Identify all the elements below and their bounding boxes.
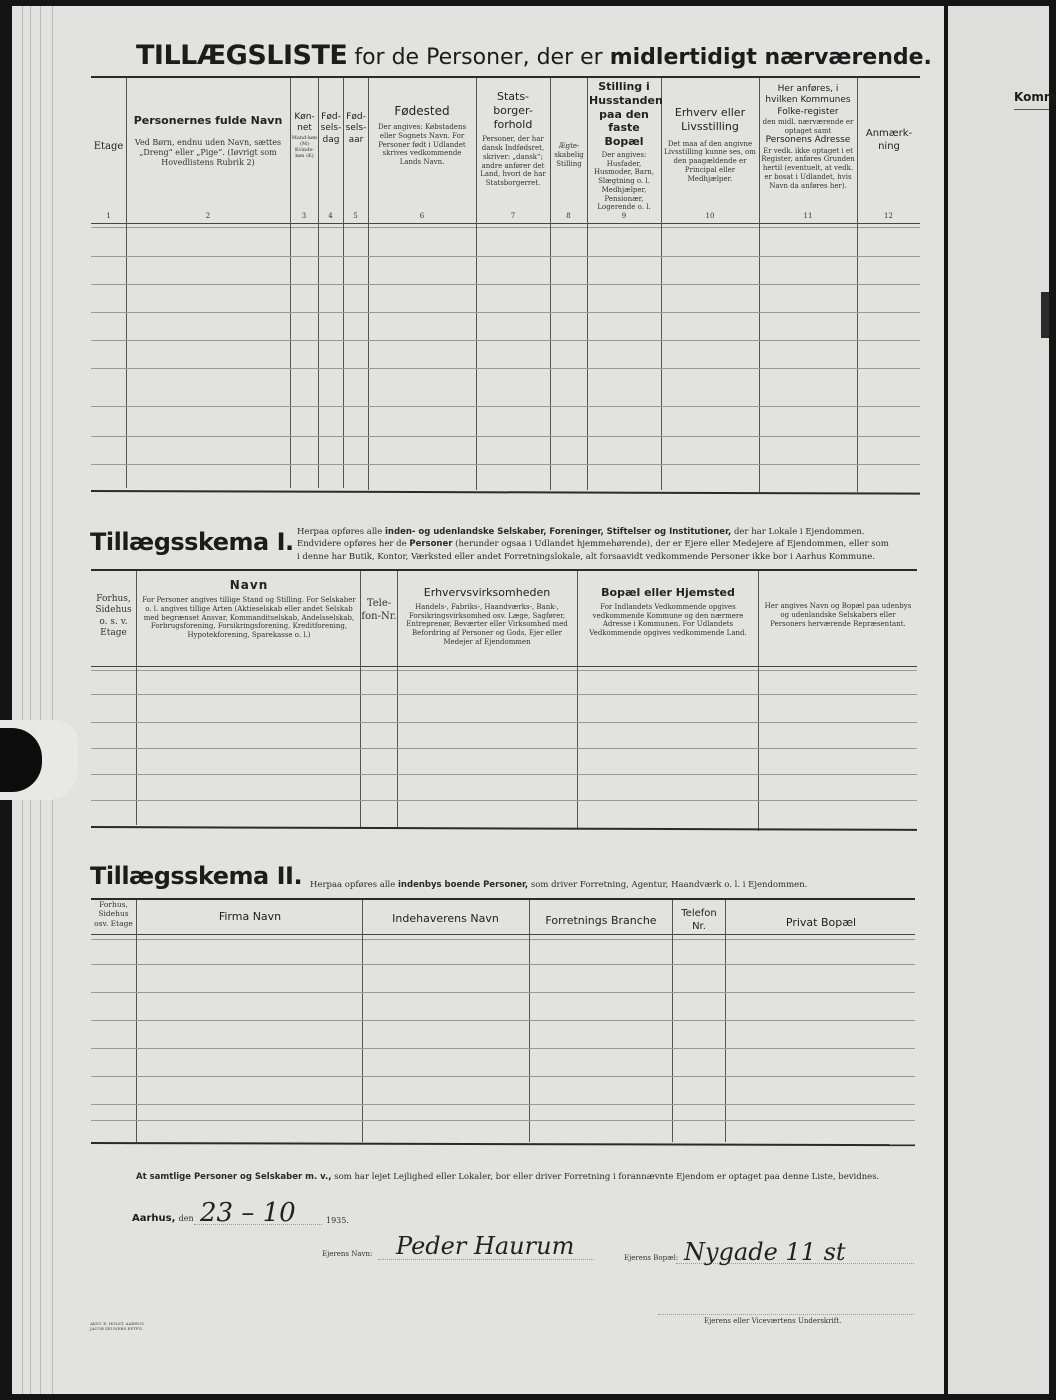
skema2-header-firm: Firma Navn	[218, 910, 282, 923]
table-row	[91, 722, 917, 723]
header-gender-detail: Mand-køn (M) Kvinde-køn (K)	[291, 134, 318, 160]
owner-address-label: Ejerens Bopæl:	[624, 1254, 679, 1262]
table-header-rule	[91, 223, 920, 224]
skema1-note	[297, 526, 923, 563]
owner-address-handwritten: Nygade 11 st	[684, 1238, 846, 1266]
skema1-title: Tillægsskema I.	[90, 528, 294, 556]
skema2-note	[310, 879, 920, 891]
adjacent-page-rule	[1014, 109, 1049, 110]
header-birthday: Fød-sels-dag	[320, 112, 342, 145]
note-text: som driver Forretning, Agentur, Haandværk o. l. i Ejendommen.	[530, 880, 808, 890]
adjacent-page-label: Komm	[1014, 90, 1056, 104]
table-row	[91, 800, 917, 801]
skema1-header-phone: Tele-fon-Nr.	[361, 598, 397, 622]
owner-name-label: Ejerens Navn:	[322, 1250, 373, 1258]
table-header-rule-2	[91, 227, 920, 228]
table-row	[91, 774, 917, 775]
header-name-detail: Ved Børn, endnu uden Navn, sættes „Dreng“ eller „Pige“. (Iøvrigt som Hovedlistens Rubrik 2)	[134, 137, 282, 167]
adjacent-page-mark	[1041, 292, 1049, 338]
col-divider	[758, 571, 759, 831]
table-row	[91, 464, 920, 465]
column-number: 10	[705, 212, 715, 220]
table-row	[91, 284, 920, 285]
date-line	[132, 1213, 194, 1224]
table-row	[91, 436, 920, 437]
header-register-detail: den midl. nærværende er optaget samt	[762, 117, 854, 135]
header-birthplace-detail: Der angives: Købstadens eller Sognets Navn. For Personer født i Udlandet skrives vedkommende Lands Navn.	[377, 123, 467, 166]
header-register-detail-2: Er vedk. ikke optaget i et Register, anføres Grunden hertil (eventuelt, at vedk. er bosat i Udlandet, hvis Navn da anføres her).	[761, 146, 855, 190]
main-list-title	[136, 40, 932, 71]
col-divider	[136, 571, 137, 825]
header-register-title-2: Personens Adresse	[765, 135, 851, 146]
table-row	[91, 1048, 915, 1049]
page-edge	[52, 6, 53, 1394]
col-divider	[397, 571, 398, 827]
table-row	[91, 1120, 915, 1121]
skema1-header-residence	[580, 586, 756, 638]
skema2-header-rule	[91, 934, 915, 935]
note-text: der har Lokale i Ejendommen.	[733, 527, 865, 537]
handwritten-date: 23 – 10	[200, 1198, 296, 1228]
header-gender	[291, 112, 318, 160]
page-edge	[22, 6, 23, 1394]
skema2-top-rule	[91, 898, 915, 900]
title-end: midlertidigt nærværende.	[609, 45, 932, 70]
skema1-note-line1	[297, 526, 923, 538]
skema2-header-owner: Indehaverens Navn	[392, 912, 499, 925]
header-citizenship-title: Stats-borger-forhold	[493, 90, 533, 131]
skema1-header-representative: Her angives Navn og Bopæl paa udenbys og udenlandske Selskabers eller Personers herværende Repræsentant.	[764, 602, 912, 628]
col-divider	[126, 78, 127, 488]
table-row	[91, 992, 915, 993]
table-top-rule	[91, 76, 920, 78]
skema1-top-rule	[91, 569, 917, 571]
skema2-header-floor: Forhus, Sidehus osv. Etage	[94, 900, 133, 928]
header-name	[130, 114, 286, 168]
col-divider	[672, 900, 673, 1142]
skema1-header-residence-detail: For Indlandets Vedkommende opgives vedkommende Kommune og den nærmere Adresse i Kommunen. For Udlandets Vedkommende opgives vedkommende Land.	[589, 602, 747, 637]
header-remarks: Anmærk-ning	[865, 128, 913, 152]
attestation-text: som har lejet Lejlighed eller Lokaler, bor eller driver Forretning i forannævnte Ejendom er optaget paa denne Liste, bevidnes.	[334, 1172, 880, 1182]
skema1-header-rule	[91, 666, 917, 667]
header-name-title: Personernes fulde Navn	[133, 114, 283, 127]
year: 1935.	[326, 1216, 349, 1225]
owner-name-signature: Peder Haurum	[396, 1232, 575, 1260]
title-middle: for de Personer, der er	[354, 45, 603, 70]
skema1-header-business-detail: Handels-, Fabriks-, Haandværks-, Bank-, Forsikringsvirksomhed osv. Læge, Sagfører, Entreprenør, Beværter eller Virksomhed med Befordring af Personer og Gods, Ejer eller Medejer af Ejendommen	[406, 602, 568, 646]
header-birthplace	[371, 104, 473, 167]
den-label: den	[178, 1214, 194, 1223]
note-bold: inden- og udenlandske Selskaber, Foreninger, Stiftelser og Institutioner,	[385, 527, 732, 537]
skema2-header-phone: Telefon Nr.	[681, 908, 717, 932]
note-text: (herunder ogsaa i Udlandet hjemmehørende), der er Ejere eller Medejere af Ejendommen, eller som	[455, 539, 889, 550]
attestation-bold: At samtlige Personer og Selskaber m. v.,	[136, 1172, 332, 1182]
header-occupation-title: Erhverv eller Livsstilling	[674, 106, 746, 133]
column-number: 6	[419, 212, 425, 220]
date-dotted-line	[194, 1224, 322, 1225]
header-birthyear: Fød-sels-aar	[345, 112, 367, 145]
column-number: 12	[884, 212, 893, 220]
skema1-note-line2	[297, 538, 923, 550]
page-edge	[30, 6, 31, 1394]
skema1-header-floor: Forhus, Sidehus o. s. v. Etage	[95, 594, 132, 638]
header-household	[589, 80, 663, 212]
table-row	[91, 340, 920, 341]
skema2-header-branch: Forretnings Branche	[545, 914, 657, 927]
title-tillaegsliste: TILLÆGSLISTE	[136, 40, 348, 71]
table-row	[91, 694, 917, 695]
header-gender-title: Køn-net	[294, 112, 315, 134]
note-text: Herpaa opføres alle	[310, 880, 396, 890]
column-number: 5	[353, 212, 358, 220]
header-birthplace-title: Fødested	[394, 104, 450, 118]
skema1-note-line3: i denne har Butik, Kontor, Værksted eller andet Forretningslokale, alt forsaavidt vedkommende Personer ikke bor i Aarhus Kommune.	[297, 551, 875, 562]
col-divider	[725, 900, 726, 1142]
skema1-header-name-title: Navn	[229, 578, 269, 592]
header-household-title: Stilling i Husstanden paa den faste Bopæl	[589, 80, 663, 148]
table-row	[91, 256, 920, 257]
table-row	[91, 1076, 915, 1077]
adjacent-page	[948, 6, 1056, 1394]
header-household-detail: Der angives: Husfader, Husmoder, Barn, Slægtning o. l. Medhjælper, Pensionær, Logerende o. l.	[593, 150, 655, 212]
signature-dotted-line	[658, 1314, 914, 1315]
skema1-header-rule-2	[91, 670, 917, 671]
column-number: 2	[205, 212, 211, 220]
table-row	[91, 748, 917, 749]
skema2-header-rule-2	[91, 939, 915, 940]
table-row	[91, 964, 915, 965]
table-row	[91, 1020, 915, 1021]
skema1-header-residence-title: Bopæl eller Hjemsted	[601, 586, 735, 599]
skema1-header-name	[140, 578, 358, 640]
column-number: 1	[106, 212, 111, 220]
header-marital: Ægte-skabelig Stilling	[554, 142, 584, 168]
column-number: 8	[566, 212, 571, 220]
printer-imprint: AKST. E. HOLST, AARHUS JACOB ZEUNERS EFTFG.	[90, 1321, 144, 1332]
col-divider	[362, 900, 363, 1142]
header-citizenship-detail: Personer, der har dansk Indfødsret, skriver: „dansk“; andre anfører det Land, hvori de har Statsborgerret.	[480, 135, 546, 187]
header-citizenship	[478, 90, 548, 188]
column-number: 7	[510, 212, 516, 220]
note-bold: indenbys boende Personer,	[398, 880, 529, 890]
table-row	[91, 368, 920, 369]
column-number: 11	[803, 212, 813, 220]
skema2-header-private-address: Privat Bopæl	[785, 916, 857, 929]
table-row	[91, 1104, 915, 1105]
table-row	[91, 406, 920, 407]
city: Aarhus,	[132, 1213, 176, 1224]
note-text: Herpaa opføres alle	[297, 527, 383, 537]
header-occupation	[664, 106, 756, 183]
signature-label: Ejerens eller Viceværtens Underskrift.	[704, 1317, 842, 1325]
col-divider	[136, 900, 137, 1142]
skema1-header-name-detail: For Personer angives tillige Stand og Stilling. For Selskaber o. l. angives tillige Arten (Aktieselskab eller andet Selskab med begrænset Ansvar, Kommanditselskab, Andelsselskab, Forbrugsforening, Forsikringsforening, Kreditforening, Hypotekforening, Sparekasse o. l.)	[142, 596, 356, 639]
column-number: 9	[621, 212, 627, 220]
col-divider	[577, 571, 578, 829]
column-number: 4	[328, 212, 333, 220]
column-number: 3	[301, 212, 307, 220]
col-divider	[759, 78, 760, 492]
attestation-statement	[136, 1172, 879, 1182]
note-text: Endvidere opføres her de	[297, 539, 407, 550]
col-divider	[857, 78, 858, 492]
header-occupation-detail: Det maa af den angivne Livsstilling kunne ses, om den paagældende er Principal eller Medhjælper.	[664, 139, 756, 183]
col-divider	[529, 900, 530, 1142]
skema1-header-business	[399, 586, 575, 647]
header-register-title: Her anføres, i hvilken Kommunes Folke-register	[765, 84, 851, 117]
skema2-title: Tillægsskema II.	[90, 862, 303, 890]
skema1-header-business-title: Erhvervsvirksomheden	[423, 586, 551, 599]
page-edge	[40, 6, 41, 1394]
header-register	[761, 84, 855, 190]
table-row	[91, 312, 920, 313]
header-etage: Etage	[93, 141, 124, 152]
note-bold: Personer	[409, 539, 453, 550]
